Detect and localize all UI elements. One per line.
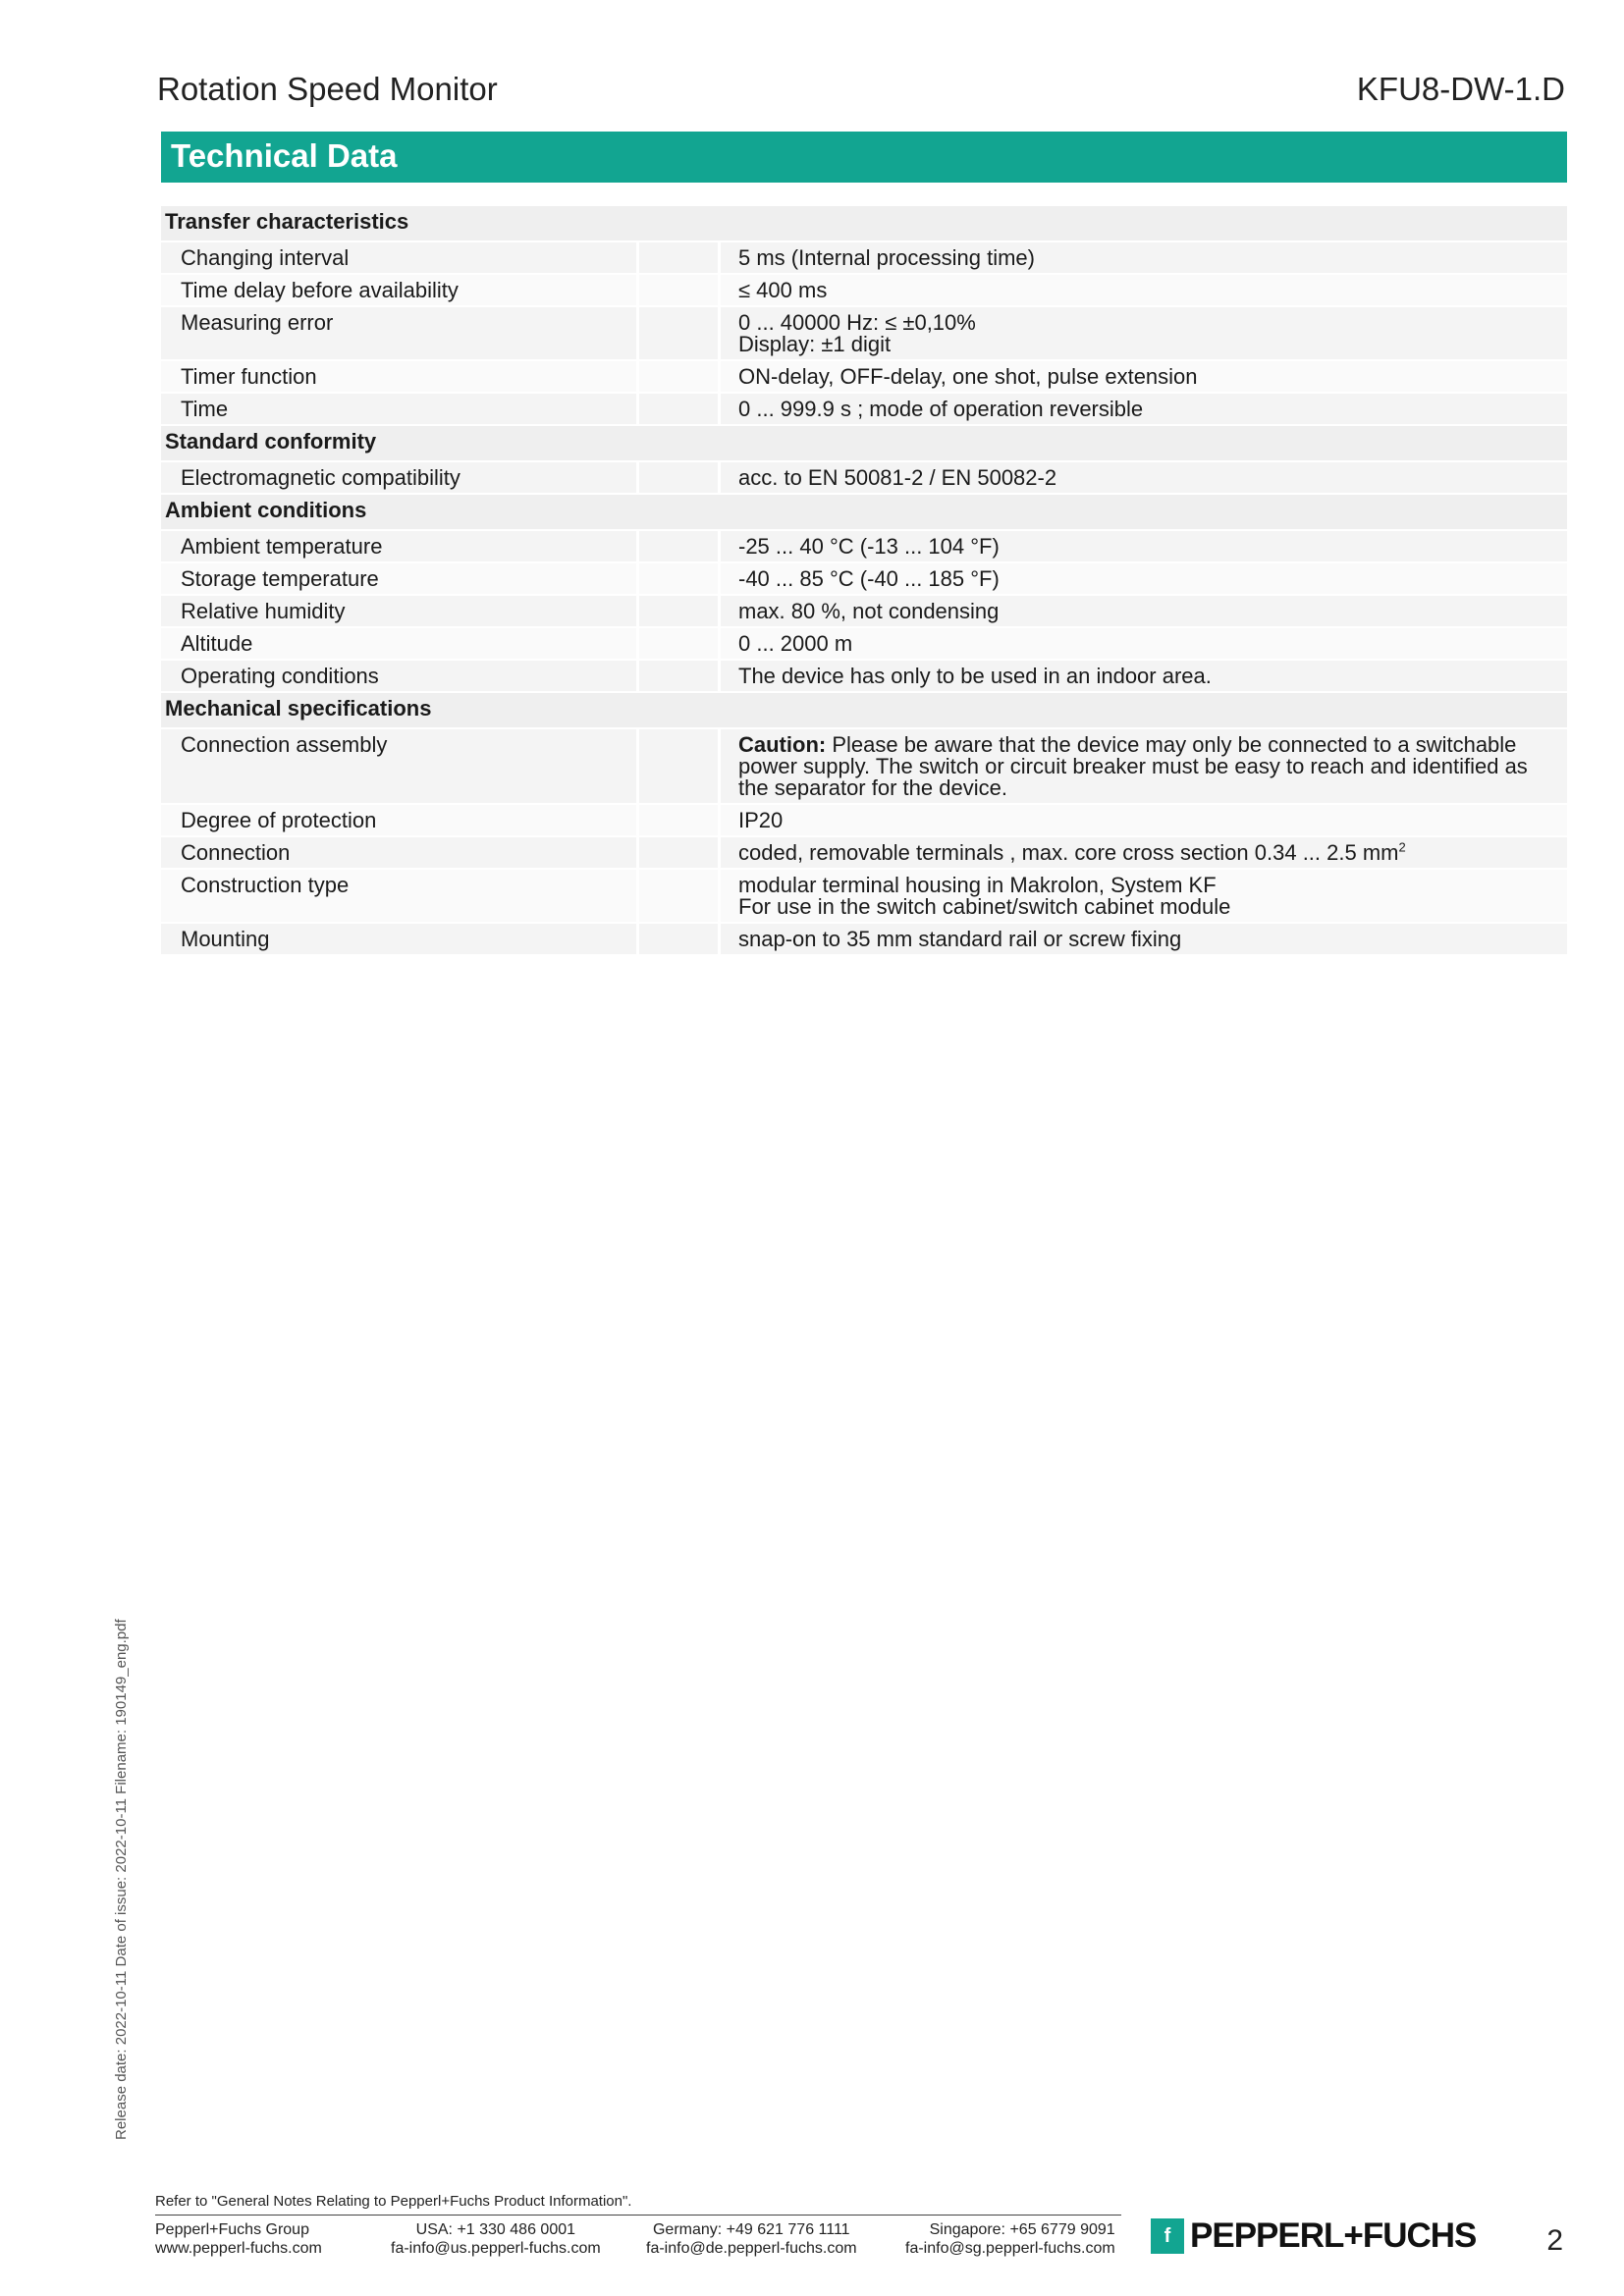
row-label: Electromagnetic compatibility: [161, 462, 639, 493]
section-heading-row: [161, 206, 1567, 240]
row-value: [721, 729, 1567, 803]
row-value: IP20: [721, 805, 1567, 835]
section-heading: Mechanical specifications: [161, 693, 1567, 727]
table-row: [161, 242, 1567, 273]
row-label: Storage temperature: [161, 563, 639, 594]
page-number: 2: [1546, 2224, 1563, 2257]
section-heading-row: [161, 693, 1567, 727]
row-value: coded, removable terminals , max. core cross section 0.34 ... 2.5 $mm^2$: [721, 837, 1567, 868]
row-label: Relative humidity: [161, 596, 639, 626]
footer-divider: [155, 2215, 1121, 2216]
row-value: ON-delay, OFF-delay, one shot, pulse extension: [721, 361, 1567, 392]
row-value: max. 80 %, not condensing: [721, 596, 1567, 626]
company-logo: [1151, 2216, 1476, 2256]
table-row: [161, 805, 1567, 835]
table-row: [161, 729, 1567, 803]
document-title: Rotation Speed Monitor: [157, 71, 498, 107]
product-model: KFU8-DW-1.D: [1356, 71, 1565, 107]
section-heading: Standard conformity: [161, 426, 1567, 460]
row-label: Timer function: [161, 361, 639, 392]
caution-label: Caution:: [738, 732, 827, 757]
row-value: ≤ 400 ms: [721, 275, 1567, 305]
release-info: Release date: 2022-10-11 Date of issue: 2022-10-11 Filename: 190149_eng.pdf: [113, 1619, 130, 2140]
row-label: Operating conditions: [161, 661, 639, 691]
footer-contact-usa: USA: +1 330 486 0001 fa-info@us.pepperl-fuchs.com: [391, 2221, 601, 2257]
technical-data-table: [161, 204, 1567, 956]
table-row: [161, 462, 1567, 493]
table-row: [161, 924, 1567, 954]
table-row: [161, 307, 1567, 359]
row-value: snap-on to 35 mm standard rail or screw fixing: [721, 924, 1567, 954]
section-heading: Transfer characteristics: [161, 206, 1567, 240]
row-value: -40 ... 85 °C (-40 ... 185 °F): [721, 563, 1567, 594]
table-row: [161, 361, 1567, 392]
table-row: [161, 275, 1567, 305]
table-row: [161, 596, 1567, 626]
table-row: [161, 394, 1567, 424]
row-label: Mounting: [161, 924, 639, 954]
row-value: 0 ... 40000 Hz: ≤ ±0,10% Display: ±1 digit: [721, 307, 1567, 359]
row-value: -25 ... 40 °C (-13 ... 104 °F): [721, 531, 1567, 561]
row-value: The device has only to be used in an indoor area.: [721, 661, 1567, 691]
row-label: Altitude: [161, 628, 639, 659]
logo-text: PEPPERL+FUCHS: [1190, 2216, 1477, 2255]
row-label: Degree of protection: [161, 805, 639, 835]
footer-contact-singapore: Singapore: +65 6779 9091 fa-info@sg.pepperl-fuchs.com: [905, 2221, 1115, 2257]
footer-note: Refer to "General Notes Relating to Pepperl+Fuchs Product Information".: [155, 2193, 632, 2210]
row-value: 0 ... 2000 m: [721, 628, 1567, 659]
row-value: 0 ... 999.9 s ; mode of operation reversible: [721, 394, 1567, 424]
footer-contact-group: Pepperl+Fuchs Group www.pepperl-fuchs.com: [155, 2221, 322, 2257]
row-label: Ambient temperature: [161, 531, 639, 561]
table-row: [161, 870, 1567, 922]
section-heading-row: [161, 495, 1567, 529]
row-label: Measuring error: [161, 307, 639, 359]
pf-logo-icon: f: [1151, 2218, 1184, 2254]
row-label: Time delay before availability: [161, 275, 639, 305]
table-row: [161, 531, 1567, 561]
website-link[interactable]: www.pepperl-fuchs.com: [155, 2240, 322, 2257]
section-banner: [161, 132, 1567, 183]
banner-title: Technical Data: [171, 137, 398, 174]
email-link-singapore[interactable]: fa-info@sg.pepperl-fuchs.com: [905, 2240, 1115, 2257]
row-value: modular terminal housing in Makrolon, System KF For use in the switch cabinet/switch cabinet module: [721, 870, 1567, 922]
table-row: [161, 837, 1567, 868]
row-label: Construction type: [161, 870, 639, 922]
row-value: 5 ms (Internal processing time): [721, 242, 1567, 273]
superscript: 2: [1398, 839, 1406, 855]
caution-text: Please be aware that the device may only be connected to a switchable power supply. The switch or circuit breaker must be easy to reach and identified as the separator for the device.: [738, 732, 1528, 800]
section-heading-row: [161, 426, 1567, 460]
footer-contact-germany: Germany: +49 621 776 1111 fa-info@de.pepperl-fuchs.com: [646, 2221, 857, 2257]
table-row: [161, 563, 1567, 594]
row-value: acc. to EN 50081-2 / EN 50082-2: [721, 462, 1567, 493]
email-link-germany[interactable]: fa-info@de.pepperl-fuchs.com: [646, 2240, 857, 2257]
row-label: Time: [161, 394, 639, 424]
row-label: Connection assembly: [161, 729, 639, 803]
row-label: Changing interval: [161, 242, 639, 273]
section-heading: Ambient conditions: [161, 495, 1567, 529]
table-row: [161, 661, 1567, 691]
table-row: [161, 628, 1567, 659]
row-label: Connection: [161, 837, 639, 868]
email-link-usa[interactable]: fa-info@us.pepperl-fuchs.com: [391, 2240, 601, 2257]
